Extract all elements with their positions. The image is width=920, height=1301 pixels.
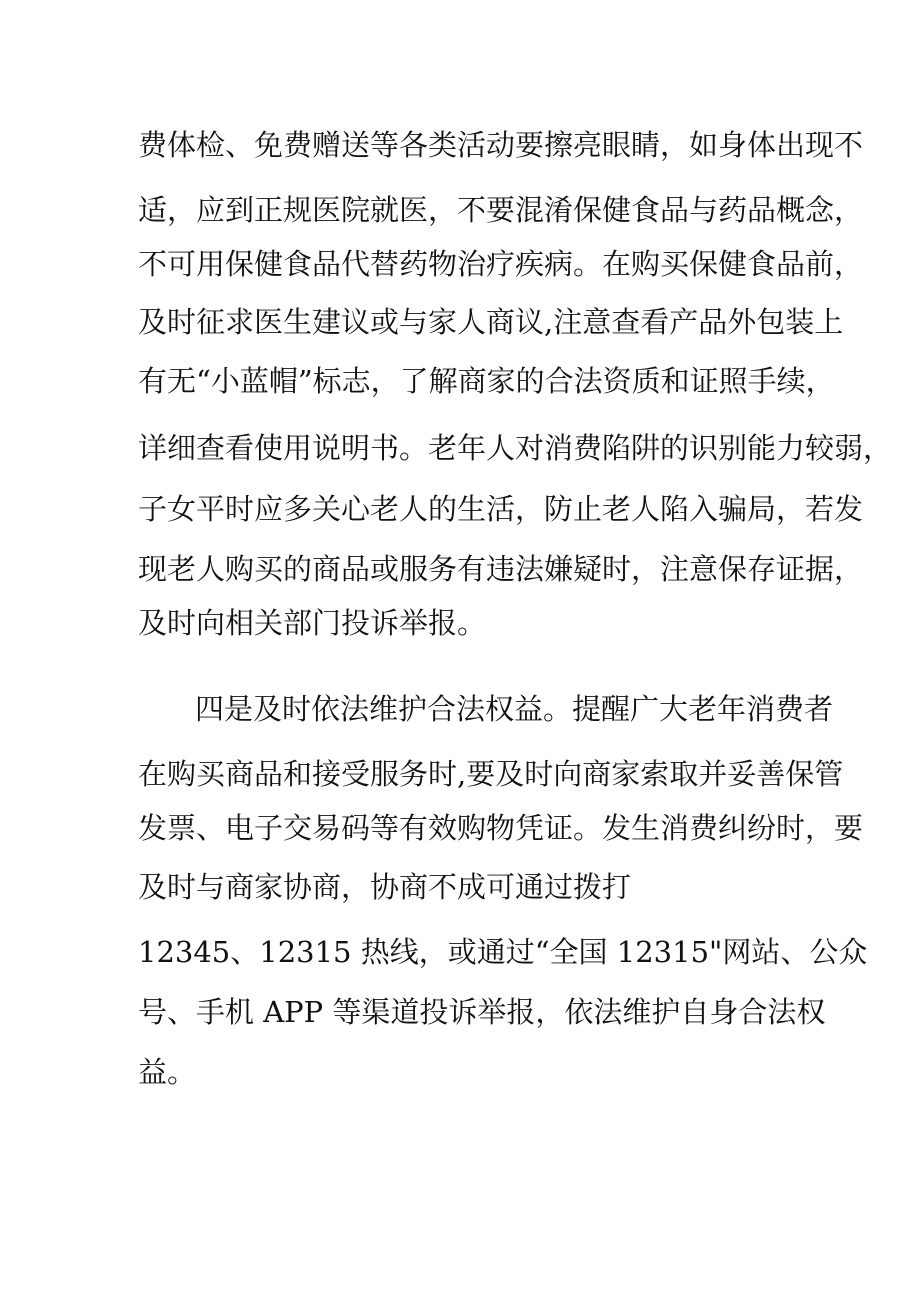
- text-line: 及时向相关部门投诉举报。: [138, 606, 487, 640]
- text-line: 在购买商品和接受服务时,要及时向商家索取并妥善保管: [138, 757, 844, 791]
- text-line: 适，应到正规医院就医，不要混淆保健食品与药品概念，: [138, 193, 864, 227]
- text-line: 四是及时依法维护合法权益。提醒广大老年消费者: [195, 692, 834, 726]
- text-line: 现老人购买的商品或服务有违法嫌疑时，注意保存证据，: [138, 552, 864, 586]
- text-line: 子女平时应多关心老人的生活，防止老人陷入骗局，若发: [138, 492, 864, 526]
- text-line: 12345、12315 热线，或通过“全国 12315"网站、公众: [138, 935, 868, 969]
- text-line: 费体检、免费赠送等各类活动要擦亮眼睛，如身体出现不: [138, 128, 864, 162]
- text-line: 不可用保健食品代替药物治疗疾病。在购买保健食品前，: [138, 247, 864, 281]
- text-line: 有无“小蓝帽”标志，了解商家的合法资质和证照手续，: [138, 364, 835, 398]
- text-line: 益。: [138, 1055, 197, 1089]
- text-line: 详细查看使用说明书。老年人对消费陷阱的识别能力较弱，: [138, 431, 893, 465]
- text-line: 发票、电子交易码等有效购物凭证。发生消费纠纷时，要: [138, 811, 864, 845]
- text-line: 号、手机 APP 等渠道投诉举报，依法维护自身合法权: [138, 995, 826, 1029]
- text-line: 及时与商家协商，协商不成可通过拨打: [138, 870, 632, 904]
- text-line: 及时征求医生建议或与家人商议,注意查看产品外包装上: [138, 305, 844, 339]
